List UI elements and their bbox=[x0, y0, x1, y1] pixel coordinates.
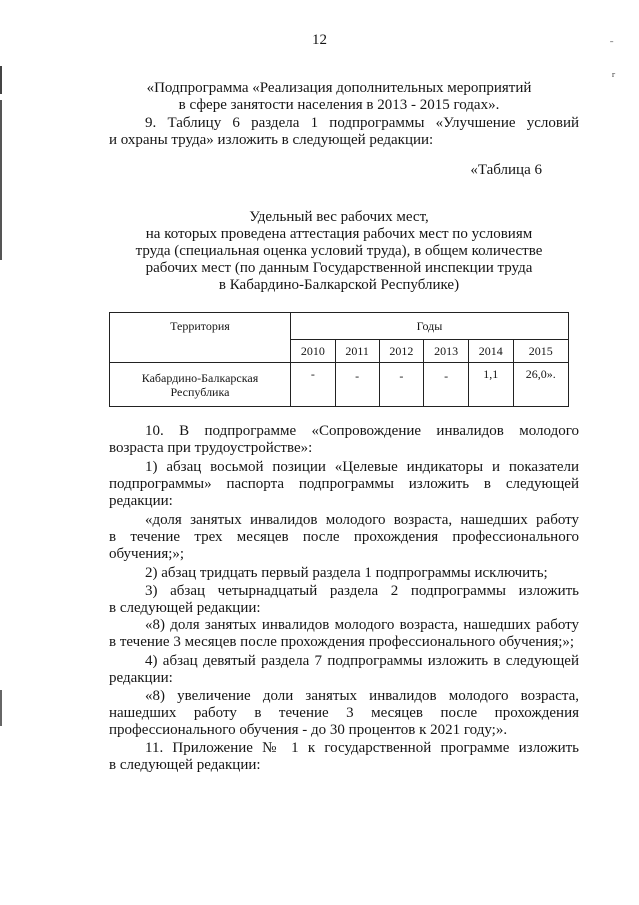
year-header: 2011 bbox=[335, 340, 379, 363]
cell-value: - bbox=[424, 363, 469, 407]
year-header: 2012 bbox=[379, 340, 424, 363]
subitem-4-line: 4) абзац девятый раздела 7 подпрограммы изложить в следующей bbox=[145, 653, 579, 669]
subitem-3-line: в следующей редакции: bbox=[109, 600, 261, 616]
cell-value: - bbox=[335, 363, 379, 407]
year-header: 2014 bbox=[468, 340, 513, 363]
year-header: 2015 bbox=[513, 340, 568, 363]
scan-edge-mark: г bbox=[612, 70, 616, 79]
scan-edge-mark: ˗ bbox=[610, 36, 614, 47]
quote-4-line: профессионального обучения - до 30 процентов к 2021 году;». bbox=[109, 722, 508, 738]
item-9-line: и охраны труда» изложить в следующей редакции: bbox=[109, 132, 434, 148]
quote-3-line: «8) доля занятых инвалидов молодого возраста, нашедших работу bbox=[145, 617, 579, 633]
cell-value: - bbox=[291, 363, 336, 407]
cell-value: - bbox=[379, 363, 424, 407]
row-territory bbox=[110, 363, 291, 407]
item-10-line: 10. В подпрограмме «Сопровождение инвалидов молодого bbox=[145, 423, 579, 439]
item-10-line: возраста при трудоустройстве»: bbox=[109, 440, 313, 456]
item-11-line: в следующей редакции: bbox=[109, 757, 261, 773]
header-territory: Территория bbox=[110, 313, 291, 363]
year-header: 2013 bbox=[424, 340, 469, 363]
cell-value: 26,0». bbox=[513, 363, 568, 407]
row-territory-line: Республика bbox=[170, 384, 230, 399]
quote-1-line: «доля занятых инвалидов молодого возраста, нашедших работу bbox=[145, 512, 579, 528]
quote-1-line: обучения;»; bbox=[109, 546, 185, 562]
year-header: 2010 bbox=[291, 340, 336, 363]
quote-1-line: в течение трех месяцев после прохождения профессионального bbox=[109, 529, 579, 545]
page-number: 12 bbox=[312, 32, 327, 48]
item-11-line: 11. Приложение № 1 к государственной программе изложить bbox=[145, 740, 579, 756]
table-title-line: рабочих мест (по данным Государственной инспекции труда bbox=[145, 260, 533, 276]
subitem-1-line: 1) абзац восьмой позиции «Целевые индикаторы и показатели bbox=[145, 459, 579, 475]
quote-4-line: «8) увеличение доли занятых инвалидов молодого возраста, bbox=[145, 688, 579, 704]
table-title-line: Удельный вес рабочих мест, bbox=[249, 209, 429, 225]
quote-3-line: в течение 3 месяцев после прохождения профессионального обучения;»; bbox=[109, 634, 575, 650]
scan-margin-mark bbox=[0, 66, 2, 94]
item-9-line: 9. Таблицу 6 раздела 1 подпрограммы «Улучшение условий bbox=[145, 115, 579, 131]
subitem-1-line: редакции: bbox=[109, 493, 173, 509]
table-row bbox=[110, 363, 569, 407]
table-title-line: в Кабардино-Балкарской Республике) bbox=[218, 277, 460, 293]
scan-margin-mark bbox=[0, 100, 2, 260]
subprogram-title-line: «Подпрограмма «Реализация дополнительных мероприятий bbox=[146, 80, 532, 96]
table-title-line: труда (специальная оценка условий труда), в общем количестве bbox=[135, 243, 543, 259]
workplaces-share-table bbox=[109, 312, 569, 407]
subitem-3-line: 3) абзац четырнадцатый раздела 2 подпрограммы изложить bbox=[145, 583, 579, 599]
quote-4-line: нашедших работу в течение 3 месяцев после прохождения bbox=[109, 705, 579, 721]
header-years: Годы bbox=[291, 313, 569, 340]
row-territory-line: Кабардино-Балкарская bbox=[141, 370, 259, 385]
subitem-4-line: редакции: bbox=[109, 670, 173, 686]
scan-margin-mark bbox=[0, 690, 2, 726]
subprogram-title-line: в сфере занятости населения в 2013 - 2015 годах». bbox=[178, 97, 500, 113]
subitem-1-line: подпрограммы» паспорта подпрограммы изложить в следующей bbox=[109, 476, 579, 492]
cell-value: 1,1 bbox=[468, 363, 513, 407]
table-title-line: на которых проведена аттестация рабочих мест по условиям bbox=[145, 226, 533, 242]
table-label: «Таблица 6 bbox=[470, 162, 542, 178]
subitem-2-line: 2) абзац тридцать первый раздела 1 подпрограммы исключить; bbox=[145, 565, 548, 581]
